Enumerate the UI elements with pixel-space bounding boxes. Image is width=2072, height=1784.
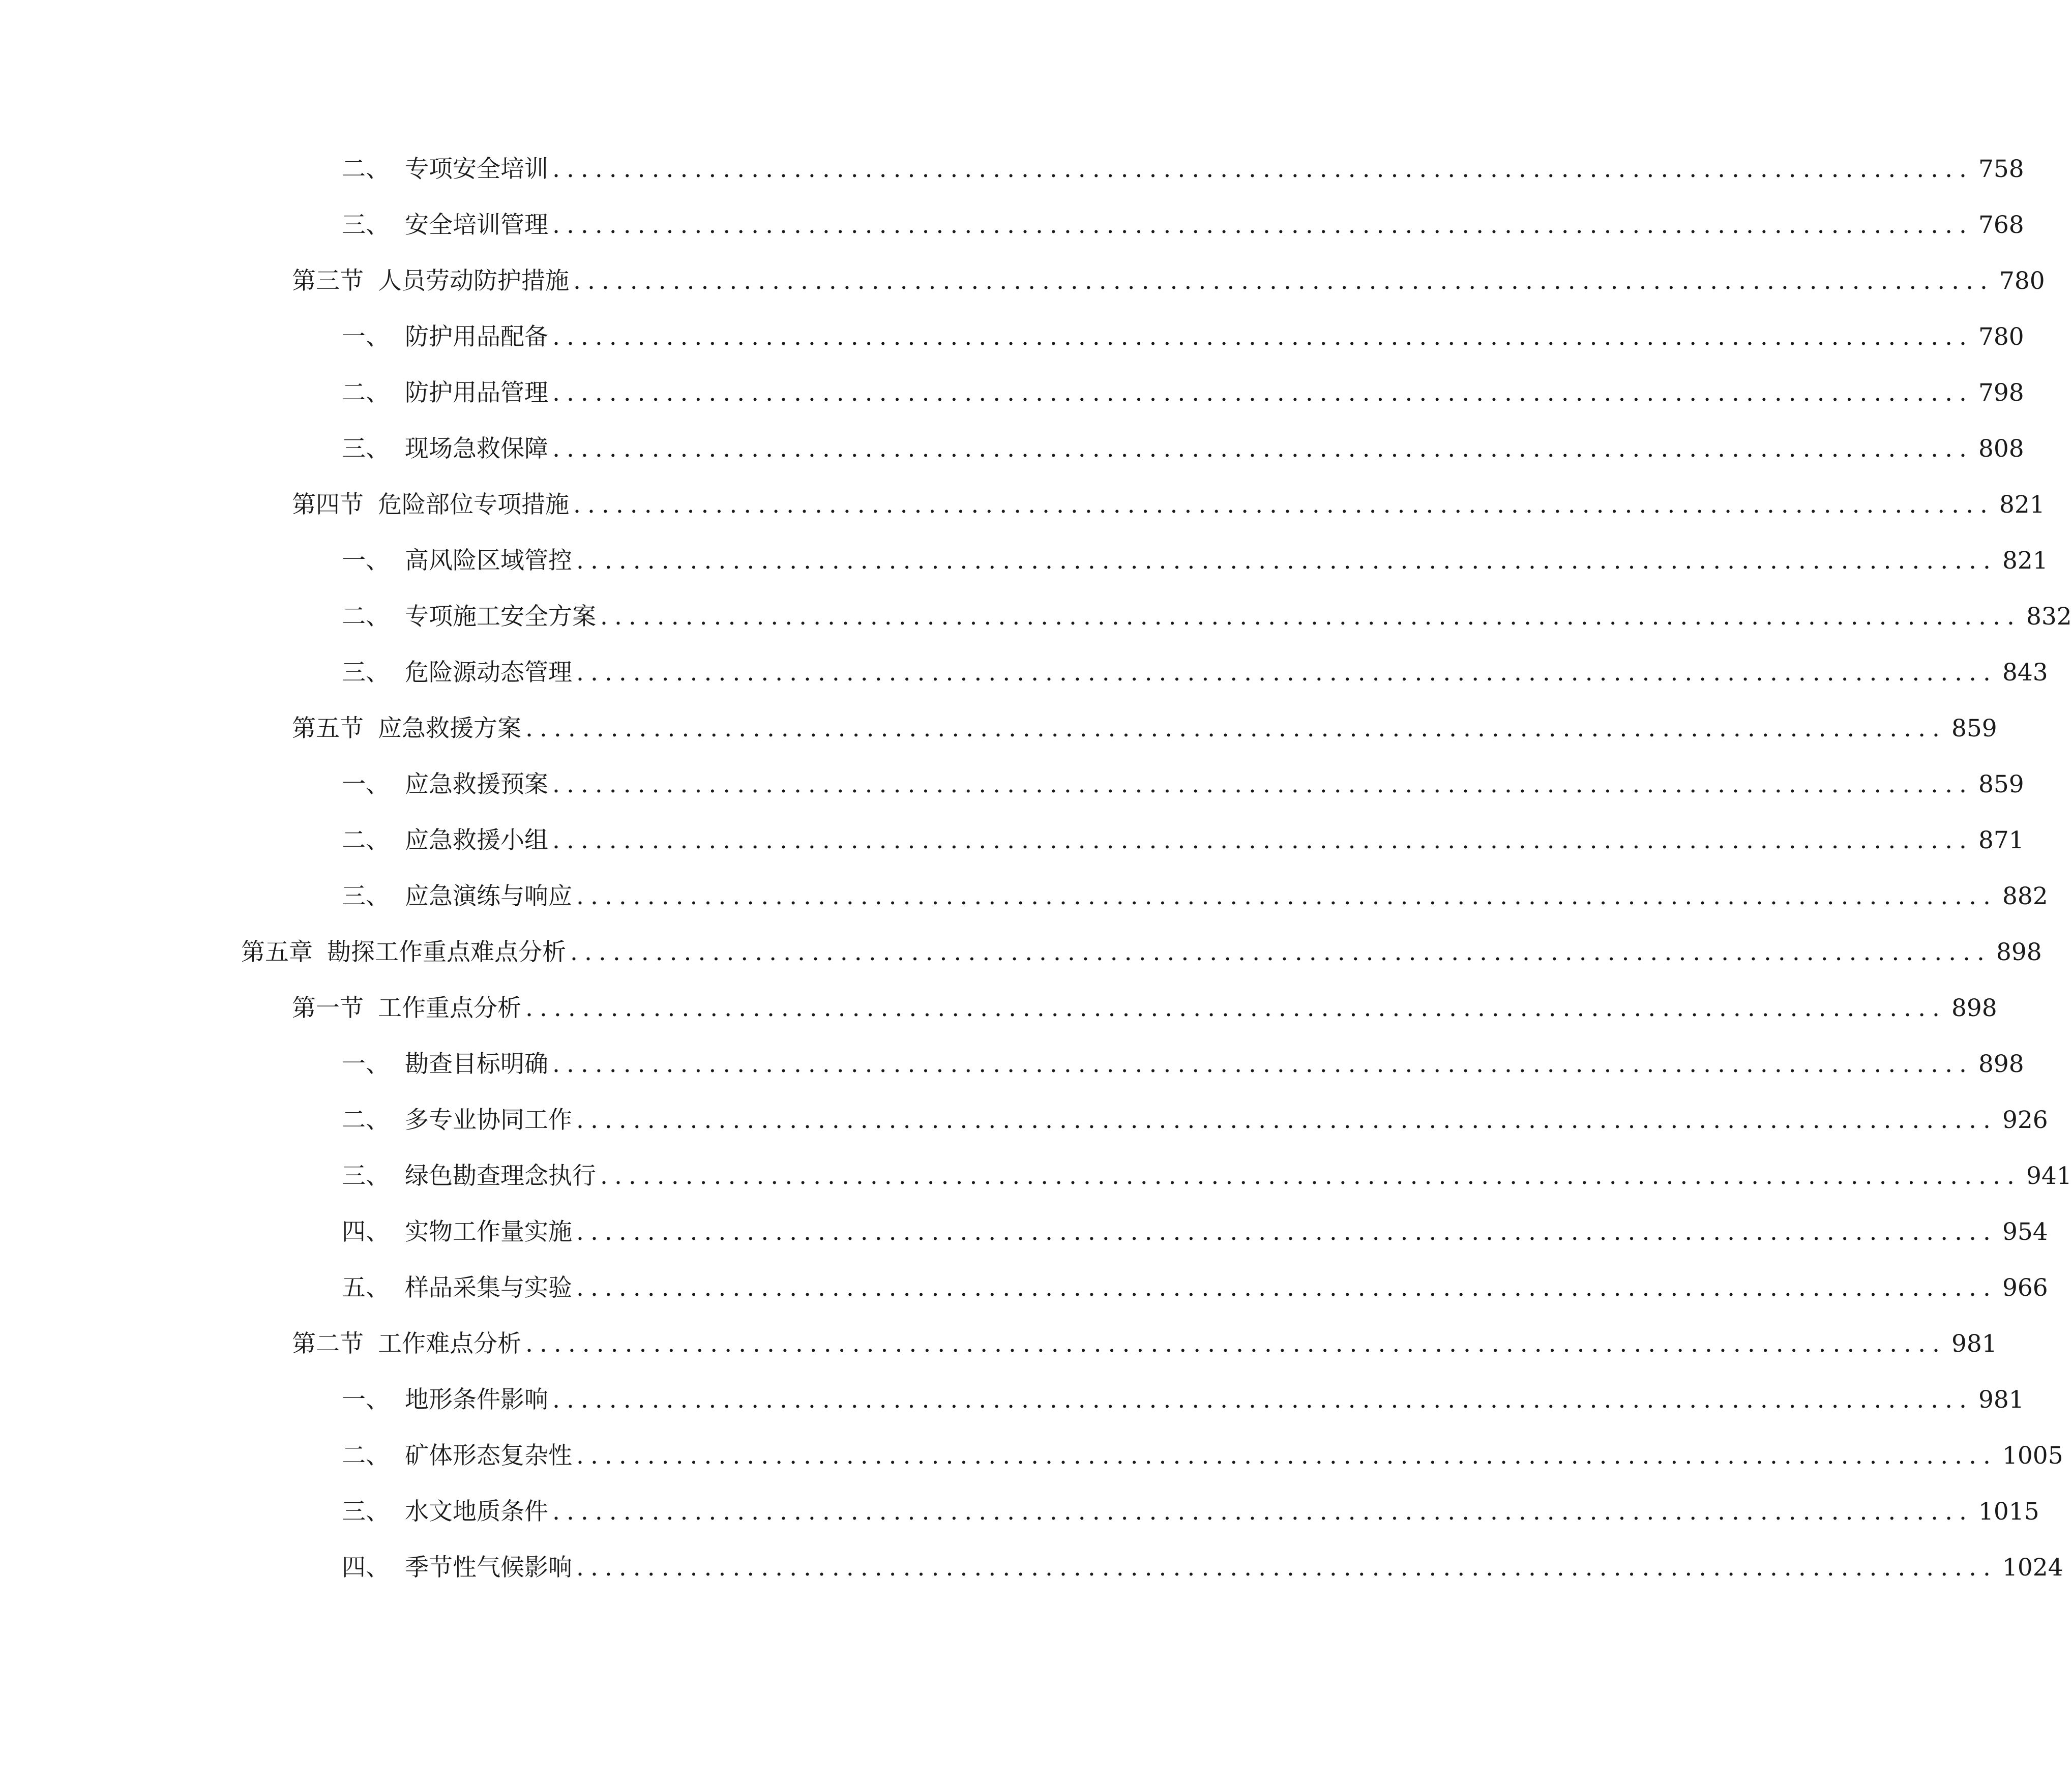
toc-entry[interactable] xyxy=(342,655,2048,691)
dot-leader: .................................................................................................... xyxy=(552,211,1973,239)
toc-entry-title: 危险部位专项措施 xyxy=(378,491,569,519)
toc-entry[interactable] xyxy=(342,1103,2048,1138)
dot-leader: .................................................................................................... xyxy=(552,323,1973,351)
toc-entry-number: 二、 xyxy=(342,1442,390,1470)
toc-entry[interactable] xyxy=(342,375,2024,411)
toc-entry-page: 758 xyxy=(1978,155,2024,183)
toc-entry-page: 808 xyxy=(1978,435,2024,463)
toc-entry[interactable] xyxy=(342,767,2024,802)
toc-entry-title: 勘查目标明确 xyxy=(405,1050,548,1078)
dot-leader: .................................................................................................... xyxy=(552,1386,1973,1414)
toc-entry-number: 一、 xyxy=(342,1386,390,1414)
toc-entry-number: 第三节 xyxy=(292,267,364,295)
toc-entry-title: 现场急救保障 xyxy=(405,435,548,463)
toc-entry-page: 859 xyxy=(1978,770,2024,798)
toc-entry-page: 1024 xyxy=(2002,1554,2063,1582)
toc-entry-number: 第五节 xyxy=(292,715,364,742)
toc-entry[interactable] xyxy=(342,1158,2072,1194)
toc-entry-number: 第一节 xyxy=(292,994,364,1022)
toc-entry-number: 第四节 xyxy=(292,491,364,519)
toc-entry[interactable] xyxy=(342,1494,2039,1530)
toc-entry-number: 二、 xyxy=(342,379,390,407)
toc-entry-page: 954 xyxy=(2002,1218,2048,1246)
toc-entry-page: 898 xyxy=(1978,1050,2024,1078)
toc-entry-number: 三、 xyxy=(342,882,390,910)
toc-entry-title: 安全培训管理 xyxy=(405,211,548,239)
dot-leader: .................................................................................................... xyxy=(573,267,1994,295)
toc-entry-page: 1015 xyxy=(1978,1498,2039,1526)
toc-entry-title: 应急救援预案 xyxy=(405,770,548,798)
toc-entry[interactable] xyxy=(342,879,2048,914)
toc-entry-title: 水文地质条件 xyxy=(405,1498,548,1526)
dot-leader: .................................................................................................... xyxy=(576,1106,1997,1134)
dot-leader: .................................................................................................... xyxy=(552,1498,1973,1526)
toc-entry-page: 780 xyxy=(1978,323,2024,351)
toc-entry-title: 绿色勘查理念执行 xyxy=(405,1162,596,1190)
toc-entry-page: 871 xyxy=(1978,826,2024,854)
toc-entry-number: 二、 xyxy=(342,826,390,854)
toc-entry-title: 防护用品管理 xyxy=(405,379,548,407)
toc-entry-number: 一、 xyxy=(342,323,390,351)
toc-entry[interactable] xyxy=(292,991,1997,1026)
toc-entry-title: 应急演练与响应 xyxy=(405,882,572,910)
dot-leader: .................................................................................................... xyxy=(552,155,1973,183)
dot-leader: .................................................................................................... xyxy=(576,1218,1997,1246)
toc-entry-number: 一、 xyxy=(342,1050,390,1078)
dot-leader: .................................................................................................... xyxy=(576,547,1997,575)
dot-leader: .................................................................................................... xyxy=(576,1442,1997,1470)
dot-leader: .................................................................................................... xyxy=(552,379,1973,407)
toc-entry-number: 三、 xyxy=(342,1498,390,1526)
toc-entry-number: 三、 xyxy=(342,435,390,463)
toc-entry-title: 工作难点分析 xyxy=(378,1330,521,1358)
toc-entry[interactable] xyxy=(342,599,2072,635)
toc-entry-page: 859 xyxy=(1951,715,1997,742)
toc-entry-title: 高风险区域管控 xyxy=(405,547,572,575)
toc-entry-page: 832 xyxy=(2026,603,2072,631)
toc-entry[interactable] xyxy=(342,1214,2048,1250)
toc-entry-page: 966 xyxy=(2002,1274,2048,1302)
toc-entry[interactable] xyxy=(292,263,2045,299)
toc-entry[interactable] xyxy=(342,823,2024,858)
toc-entry-number: 二、 xyxy=(342,603,390,631)
toc-entry-page: 780 xyxy=(1999,267,2045,295)
toc-entry[interactable] xyxy=(342,431,2024,467)
dot-leader: .................................................................................................... xyxy=(600,1162,2021,1190)
dot-leader: .................................................................................................... xyxy=(576,659,1997,687)
dot-leader: .................................................................................................... xyxy=(525,994,1946,1022)
toc-entry-page: 926 xyxy=(2002,1106,2048,1134)
toc-entry-title: 防护用品配备 xyxy=(405,323,548,351)
toc-entry-page: 981 xyxy=(1951,1330,1997,1358)
toc-entry-title: 应急救援小组 xyxy=(405,826,548,854)
toc-entry-number: 一、 xyxy=(342,547,390,575)
toc-entry-page: 843 xyxy=(2002,659,2048,687)
toc-entry-title: 应急救援方案 xyxy=(378,715,521,742)
toc-entry[interactable] xyxy=(292,1326,1997,1362)
toc-entry-number: 五、 xyxy=(342,1274,390,1302)
dot-leader: .................................................................................................... xyxy=(552,770,1973,798)
toc-entry-title: 勘探工作重点难点分析 xyxy=(327,938,566,966)
toc-entry-page: 898 xyxy=(1951,994,1997,1022)
toc-entry[interactable] xyxy=(292,487,2045,523)
dot-leader: .................................................................................................... xyxy=(600,603,2021,631)
toc-entry[interactable] xyxy=(342,152,2024,187)
toc-entry-page: 1005 xyxy=(2002,1442,2063,1470)
toc-entry[interactable] xyxy=(342,1047,2024,1082)
toc-entry[interactable] xyxy=(342,1550,2063,1586)
toc-entry-number: 一、 xyxy=(342,770,390,798)
toc-entry[interactable] xyxy=(241,935,2042,970)
dot-leader: .................................................................................................... xyxy=(552,1050,1973,1078)
toc-entry-title: 多专业协同工作 xyxy=(405,1106,572,1134)
toc-entry-number: 二、 xyxy=(342,1106,390,1134)
toc-entry[interactable] xyxy=(292,711,1997,747)
toc-entry-page: 981 xyxy=(1978,1386,2024,1414)
toc-entry-page: 768 xyxy=(1978,211,2024,239)
toc-entry-title: 专项安全培训 xyxy=(405,155,548,183)
toc-entry-title: 矿体形态复杂性 xyxy=(405,1442,572,1470)
toc-entry-page: 798 xyxy=(1978,379,2024,407)
toc-entry-number: 第五章 xyxy=(241,938,313,966)
toc-entry-number: 四、 xyxy=(342,1218,390,1246)
dot-leader: .................................................................................................... xyxy=(525,715,1946,742)
dot-leader: .................................................................................................... xyxy=(552,435,1973,463)
toc-entry-number: 三、 xyxy=(342,659,390,687)
dot-leader: .................................................................................................... xyxy=(576,1554,1997,1582)
toc-entry-title: 人员劳动防护措施 xyxy=(378,267,569,295)
dot-leader: .................................................................................................... xyxy=(570,938,1991,966)
dot-leader: .................................................................................................... xyxy=(576,1274,1997,1302)
toc-entry-page: 821 xyxy=(2002,547,2048,575)
toc-entry-number: 三、 xyxy=(342,1162,390,1190)
toc-entry-title: 实物工作量实施 xyxy=(405,1218,572,1246)
toc-entry-title: 工作重点分析 xyxy=(378,994,521,1022)
toc-entry-title: 季节性气候影响 xyxy=(405,1554,572,1582)
toc-entry-number: 第二节 xyxy=(292,1330,364,1358)
toc-entry[interactable] xyxy=(342,207,2024,243)
toc-entry-title: 样品采集与实验 xyxy=(405,1274,572,1302)
toc-entry[interactable] xyxy=(342,1382,2024,1418)
dot-leader: .................................................................................................... xyxy=(552,826,1973,854)
dot-leader: .................................................................................................... xyxy=(573,491,1994,519)
toc-entry-page: 821 xyxy=(1999,491,2045,519)
toc-entry[interactable] xyxy=(342,319,2024,355)
toc-entry-page: 941 xyxy=(2026,1162,2072,1190)
toc-entry-title: 地形条件影响 xyxy=(405,1386,548,1414)
toc-entry[interactable] xyxy=(342,1438,2063,1474)
toc-entry-page: 882 xyxy=(2002,882,2048,910)
toc-entry[interactable] xyxy=(342,1270,2048,1306)
toc-entry-title: 专项施工安全方案 xyxy=(405,603,596,631)
dot-leader: .................................................................................................... xyxy=(576,882,1997,910)
toc-entry-number: 二、 xyxy=(342,155,390,183)
dot-leader: .................................................................................................... xyxy=(525,1330,1946,1358)
toc-entry-number: 三、 xyxy=(342,211,390,239)
toc-entry-title: 危险源动态管理 xyxy=(405,659,572,687)
toc-entry[interactable] xyxy=(342,543,2048,579)
toc-entry-number: 四、 xyxy=(342,1554,390,1582)
toc-entry-page: 898 xyxy=(1996,938,2042,966)
